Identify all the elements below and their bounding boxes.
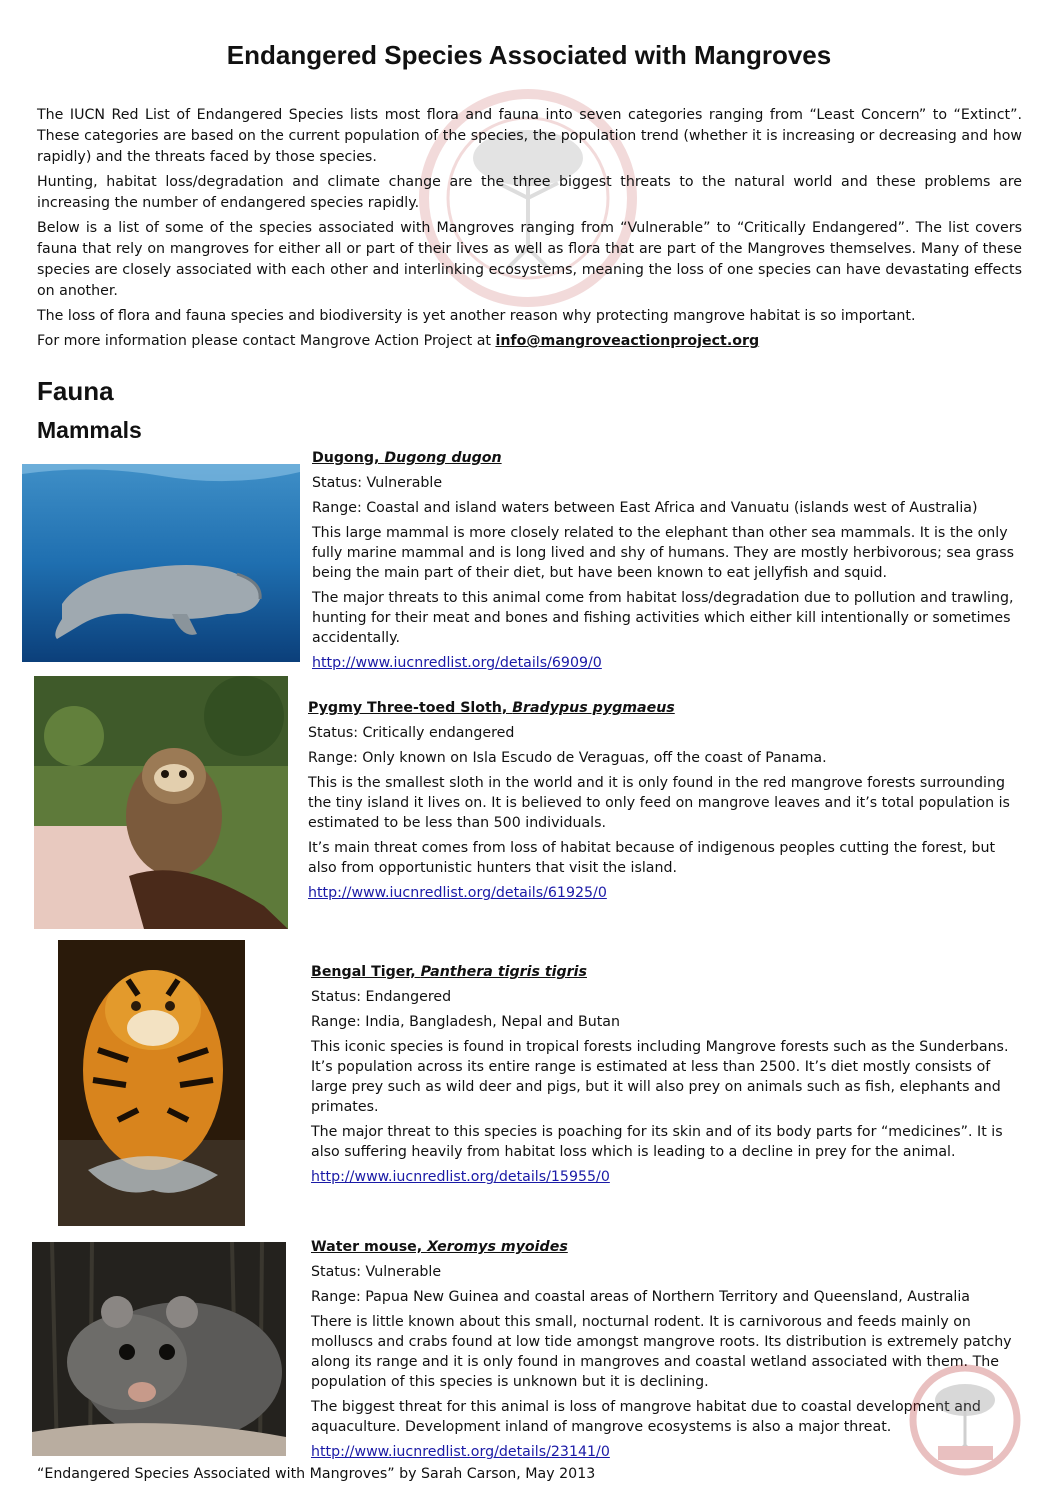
species-scientific-name: Xeromys myoides: [427, 1239, 568, 1255]
intro-paragraph-3: Below is a list of some of the species associated with Mangroves ranging from “Vulnerable” to “Critically Endangered”. The list covers fauna that rely on mangroves for either all or part of their lives as well as flora that are part of the Mangroves themselves. Many of these species are closely associated with each other and interlinking ecosystems, meaning the loss of one species can have devastating effects on another.: [37, 220, 1022, 299]
species-name: [312, 448, 1027, 468]
water-mouse-photo: [32, 1242, 286, 1456]
page-title: Endangered Species Associated with Mangroves: [226, 40, 832, 70]
species-common-name: Pygmy Three-toed Sloth, Bradypus pygmaeus: [308, 700, 675, 716]
species-range: Range: Only known on Isla Escudo de Veraguas, off the coast of Panama.: [308, 750, 827, 766]
species-status: Status: Vulnerable: [312, 475, 443, 491]
map-watermark-logo-corner: [908, 1360, 1023, 1480]
fauna-heading: Fauna: [37, 376, 114, 406]
species-scientific-name: Bradypus pygmaeus: [512, 700, 675, 716]
footer-credit: “Endangered Species Associated with Mangroves” by Sarah Carson, May 2013: [37, 1466, 596, 1482]
iucn-link[interactable]: http://www.iucnredlist.org/details/15955/0: [311, 1169, 610, 1185]
species-threats: The major threat to this species is poaching for its skin and of its body parts for “medicines”. It is also suffering heavily from habitat loss which is leading to a decline in prey for the animal.: [311, 1124, 1003, 1160]
contact-email-link[interactable]: info@mangroveactionproject.org: [495, 333, 760, 349]
species-description: There is little known about this small, nocturnal rodent. It is carnivorous and feeds mainly on molluscs and crabs found at low tide amongst mangrove roots. Its distribution is extremely patchy along its range and it is only found in mangroves and coastal wetland associated with them. The population of this species is unknown but it is declining.: [311, 1314, 1012, 1390]
species-threats: The biggest threat for this animal is loss of mangrove habitat due to coastal development and aquaculture. Development inland of mangrove ecosystems is also a major threat.: [311, 1399, 981, 1435]
iucn-link[interactable]: http://www.iucnredlist.org/details/6909/0: [312, 655, 602, 671]
species-status: Status: Endangered: [311, 989, 452, 1005]
species-range: Range: Coastal and island waters between East Africa and Vanuatu (islands west of Australia): [312, 500, 978, 516]
intro-paragraph-1: The IUCN Red List of Endangered Species lists most flora and fauna into seven categories ranging from “Least Concern” to “Extinct”. These categories are based on the current population of the species, the population trend (whether it is increasing or decreasing and how rapidly) and the threats faced by those species.: [37, 107, 1022, 165]
species-common-name: Dugong, Dugong dugon: [312, 450, 502, 466]
species-description: This is the smallest sloth in the world and it is only found in the red mangrove forests surrounding the tiny island it lives on. It is believed to only feed on mangrove leaves and it’s total population is estimated to be less than 500 individuals.: [308, 775, 1010, 831]
species-scientific-name: Dugong dugon: [384, 450, 502, 466]
iucn-link[interactable]: http://www.iucnredlist.org/details/61925/0: [308, 885, 607, 901]
intro-paragraph-2: Hunting, habitat loss/degradation and climate change are the three biggest threats to the natural world and these problems are increasing the number of endangered species rapidly.: [37, 174, 1022, 211]
intro-section: [37, 105, 1022, 356]
intro-paragraph-4: The loss of flora and fauna species and biodiversity is yet another reason why protecting mangrove habitat is so important.: [37, 308, 916, 324]
species-entry-sloth: [308, 698, 1027, 908]
mammals-heading: Mammals: [37, 417, 142, 443]
sloth-photo: [34, 676, 288, 929]
species-threats: It’s main threat comes from loss of habitat because of indigenous peoples cutting the forest, but also from opportunistic hunters that visit the island.: [308, 840, 996, 876]
iucn-link[interactable]: http://www.iucnredlist.org/details/23141/0: [311, 1444, 610, 1460]
species-common-name: Bengal Tiger, Panthera tigris tigris: [311, 964, 587, 980]
species-entry-dugong: [312, 448, 1027, 678]
contact-line: [37, 331, 1022, 352]
species-threats: The major threats to this animal come from habitat loss/degradation due to pollution and trawling, hunting for their meat and bones and fishing activities which either kill intentionally or sometimes accidentally.: [312, 590, 1014, 646]
dugong-photo: [22, 464, 300, 662]
species-description: This large mammal is more closely related to the elephant than other sea mammals. It is the only fully marine mammal and is long lived and shy of humans. They are mostly herbivorous; sea grass being the main part of their diet, but have been known to eat jellyfish and squid.: [312, 525, 1015, 581]
species-scientific-name: Panthera tigris tigris: [420, 964, 587, 980]
tiger-photo: [58, 940, 245, 1226]
species-description: This iconic species is found in tropical forests including Mangrove forests such as the Sunderbans. It’s population across its entire range is estimated at less than 2500. It’s diet mostly consists of large prey such as wild deer and pigs, but it will also prey on animals such as fish, elephants and primates.: [311, 1039, 1009, 1115]
species-status: Status: Vulnerable: [311, 1264, 442, 1280]
species-range: Range: Papua New Guinea and coastal areas of Northern Territory and Queensland, Australia: [311, 1289, 971, 1305]
species-range: Range: India, Bangladesh, Nepal and Butan: [311, 1014, 620, 1030]
species-entry-tiger: [311, 962, 1027, 1192]
species-common-name: Water mouse, Xeromys myoides: [311, 1239, 568, 1255]
contact-text: For more information please contact Mangrove Action Project at: [37, 333, 496, 349]
species-status: Status: Critically endangered: [308, 725, 515, 741]
